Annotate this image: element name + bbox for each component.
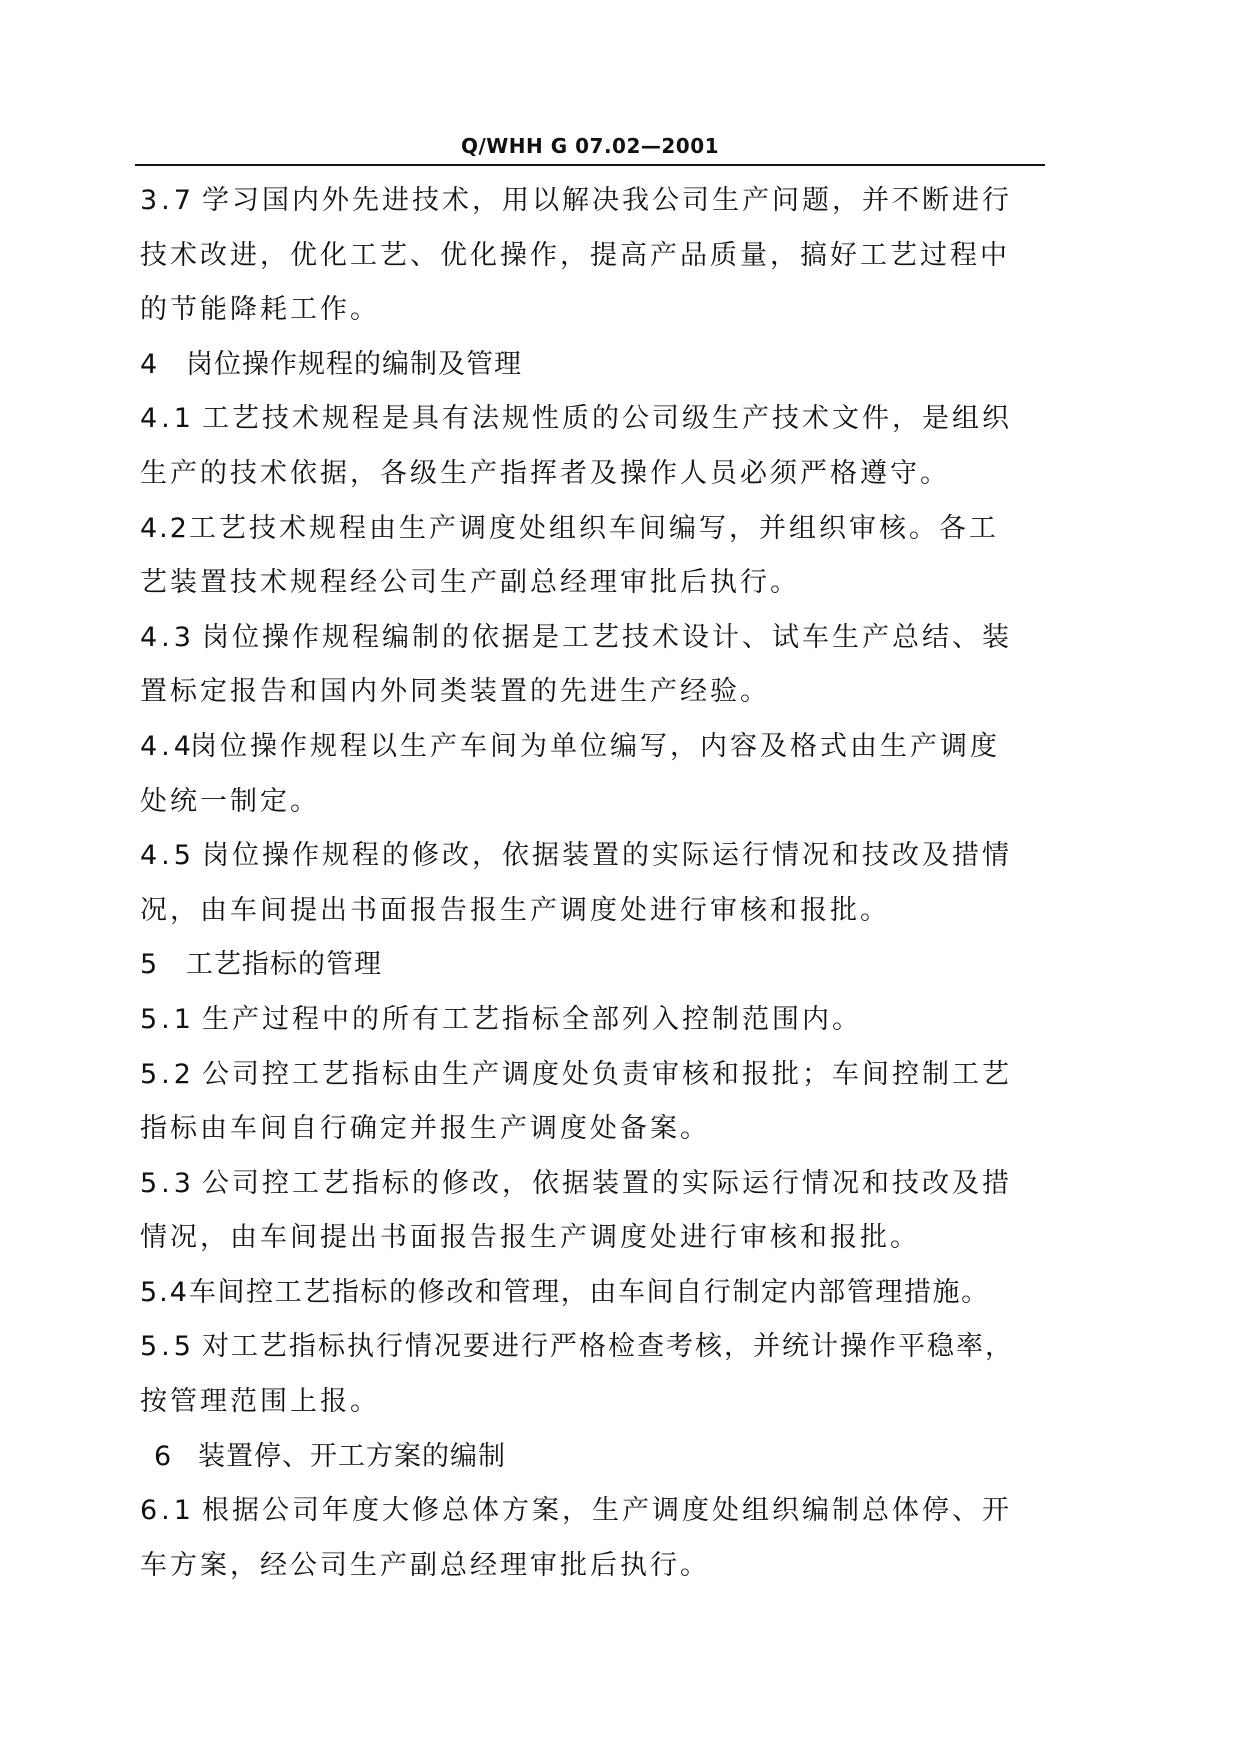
clause-5-4 (140, 1266, 1060, 1321)
clause-text: 艺装置技术规程经公司生产副总经理审批后执行。 (140, 567, 800, 599)
clause-text: 岗位操作规程编制的依据是工艺技术设计、试车生产总结、装 (202, 621, 1012, 653)
text-line (140, 884, 1060, 939)
clause-5-3 (140, 1157, 1060, 1212)
clause-text: 公司控工艺指标由生产调度处负责审核和报批；车间控制工艺 (202, 1058, 1012, 1090)
text-line (140, 1375, 1060, 1430)
clause-text: 的节能降耗工作。 (140, 294, 380, 326)
clause-text: 工艺技术规程是具有法规性质的公司级生产技术文件，是组织 (202, 403, 1012, 435)
section-heading-5 (140, 938, 1060, 993)
text-line (140, 447, 1060, 502)
document-body (140, 174, 1060, 1593)
text-line (140, 1102, 1060, 1157)
clause-number: 3.7 (140, 185, 195, 216)
clause-text: 处统一制定。 (140, 785, 320, 817)
section-number: 6 (154, 1440, 176, 1472)
clause-number: 5.4 (140, 1276, 189, 1308)
clause-text: 车方案，经公司生产副总经理审批后执行。 (140, 1549, 710, 1581)
clause-4-1 (140, 392, 1060, 447)
clause-text: 按管理范围上报。 (140, 1386, 380, 1418)
clause-text: 车间控工艺指标的修改和管理，由车间自行制定内部管理措施。 (188, 1276, 990, 1308)
text-line (140, 1211, 1060, 1266)
clause-text: 对工艺指标执行情况要进行严格检查考核，并统计操作平稳率， (202, 1331, 1014, 1363)
clause-number: 5.3 (140, 1167, 195, 1199)
clause-4-3 (140, 611, 1060, 666)
clause-text: 公司控工艺指标的修改，依据装置的实际运行情况和技改及措 (202, 1167, 1012, 1199)
clause-text: 工艺技术规程由生产调度处组织车间编写，并组织审核。各工 (188, 512, 999, 544)
text-line (140, 283, 1060, 338)
section-title: 装置停、开工方案的编制 (198, 1440, 506, 1472)
clause-4-4 (140, 720, 1060, 775)
clause-text: 学习国内外先进技术，用以解决我公司生产问题，并不断进行 (202, 185, 1012, 216)
clause-text: 生产的技术依据，各级生产指挥者及操作人员必须严格遵守。 (140, 457, 950, 489)
section-title: 工艺指标的管理 (186, 949, 382, 981)
clause-text: 技术改进，优化工艺、优化操作，提高产品质量，搞好工艺过程中 (140, 239, 1010, 271)
section-heading-6 (140, 1430, 1060, 1485)
clause-number: 4.2 (140, 512, 189, 544)
clause-number: 4.4 (140, 730, 195, 762)
clause-text: 置标定报告和国内外同类装置的先进生产经验。 (140, 676, 770, 708)
header-rule (135, 164, 1045, 166)
clause-number: 5.1 (140, 1003, 195, 1035)
clause-number: 4.3 (140, 621, 195, 653)
clause-text: 况，由车间提出书面报告报生产调度处进行审核和报批。 (140, 894, 890, 926)
document-code: Q/WHH G 07.02—2001 (460, 134, 720, 158)
clause-number: 5.5 (140, 1331, 195, 1363)
clause-4-2 (140, 502, 1060, 557)
section-number: 4 (140, 348, 162, 380)
section-heading-4 (140, 338, 1060, 393)
section-title: 岗位操作规程的编制及管理 (186, 348, 522, 380)
text-line (140, 229, 1060, 284)
text-line (140, 556, 1060, 611)
clause-4-5 (140, 829, 1060, 884)
clause-5-1 (140, 993, 1060, 1048)
clause-5-2 (140, 1048, 1060, 1103)
clause-text: 根据公司年度大修总体方案，生产调度处组织编制总体停、开 (202, 1495, 1012, 1527)
clause-3-7 (140, 174, 1060, 229)
clause-number: 6.1 (140, 1495, 195, 1527)
clause-text: 指标由车间自行确定并报生产调度处备案。 (140, 1113, 710, 1145)
clause-number: 4.1 (140, 403, 195, 435)
clause-text: 岗位操作规程以生产车间为单位编写，内容及格式由生产调度 (190, 730, 1000, 762)
clause-number: 4.5 (140, 840, 195, 872)
clause-text: 岗位操作规程的修改，依据装置的实际运行情况和技改及措情 (202, 840, 1012, 872)
section-number: 5 (140, 949, 162, 981)
clause-text: 生产过程中的所有工艺指标全部列入控制范围内。 (202, 1003, 862, 1035)
clause-6-1 (140, 1484, 1060, 1539)
clause-text: 情况，由车间提出书面报告报生产调度处进行审核和报批。 (140, 1222, 920, 1254)
text-line (140, 775, 1060, 830)
text-line (140, 665, 1060, 720)
clause-number: 5.2 (140, 1058, 195, 1090)
clause-5-5 (140, 1320, 1060, 1375)
text-line (140, 1539, 1060, 1594)
